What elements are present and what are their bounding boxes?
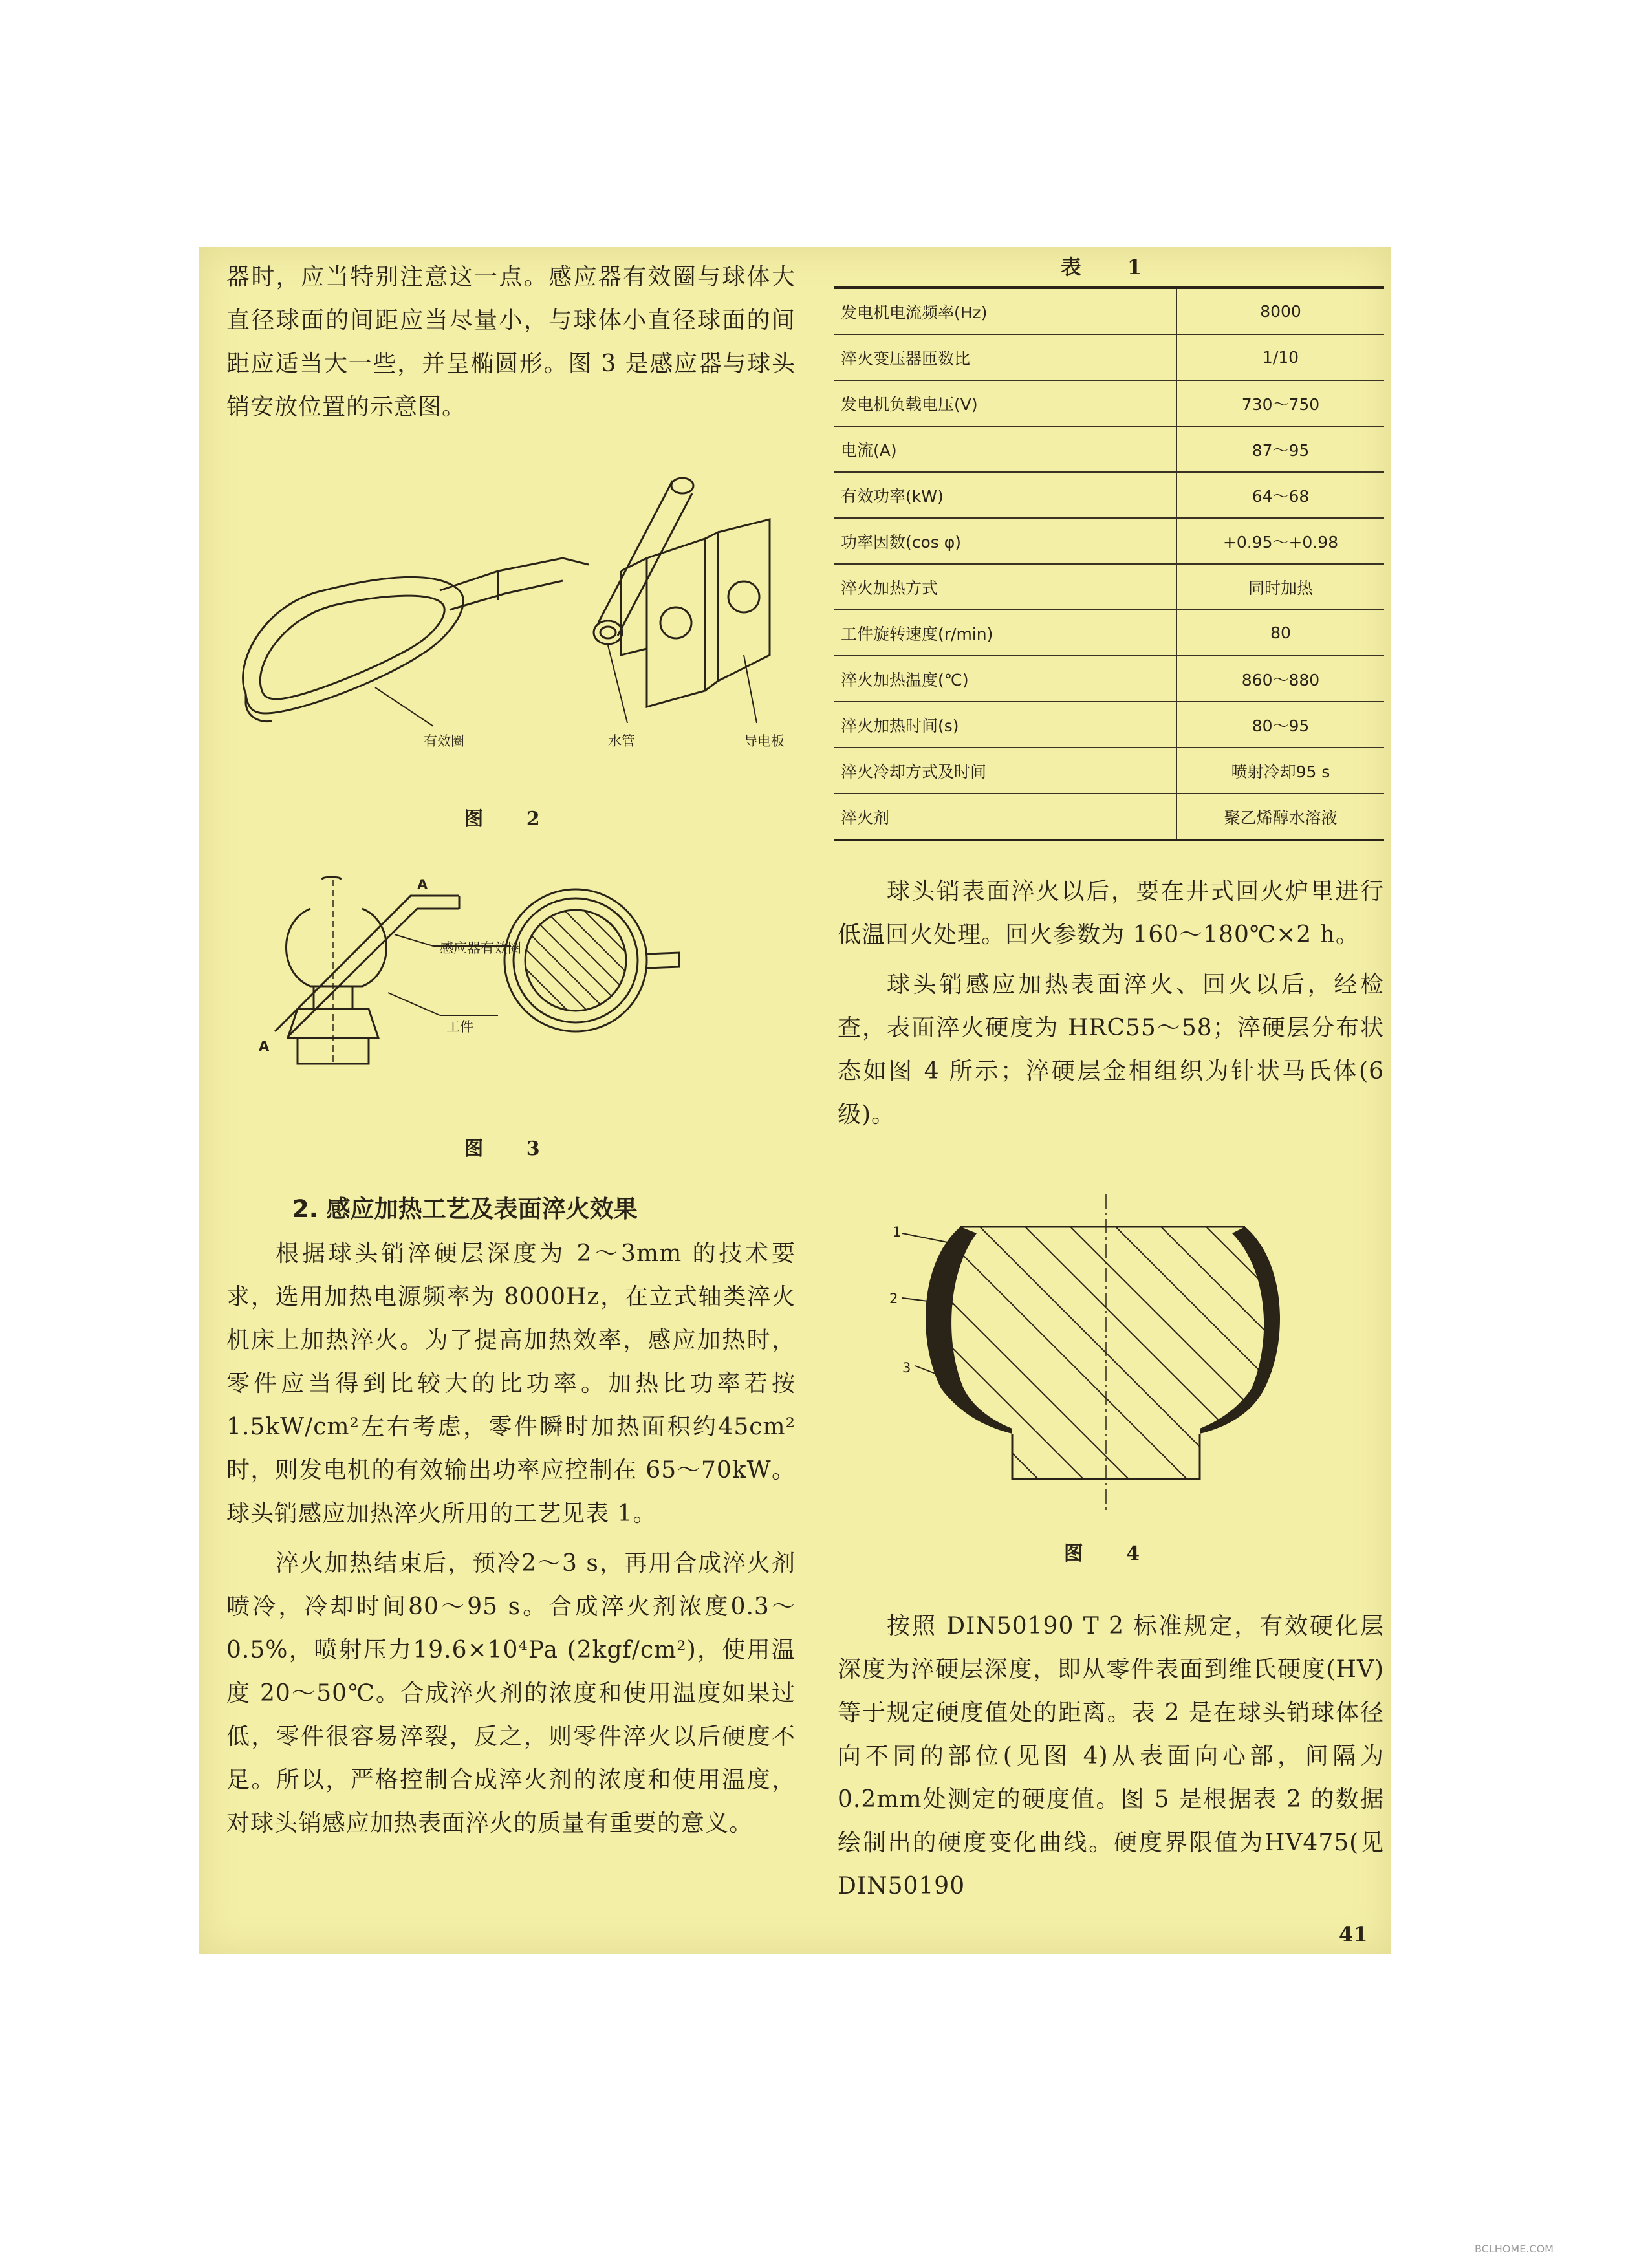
table-row (834, 564, 1384, 610)
figure-2-caption: 图 2 (464, 808, 558, 830)
figure-4-drawing (838, 1188, 1384, 1524)
right-paragraph-2: 球头销感应加热表面淬火、回火以后，经检查，表面淬火硬度为 HRC55～58；淬硬层分布状态如图 4 所示；淬硬层金相组织为针状马氏体(6级)。 (838, 971, 1384, 1128)
table-cell-value: 860～880 (1176, 656, 1384, 702)
table-row (834, 472, 1384, 518)
figure-4 (838, 1188, 1384, 1524)
figure-3 (226, 870, 796, 1109)
table-1 (834, 286, 1384, 841)
page-number: 41 (1339, 1922, 1368, 1947)
table-row (834, 518, 1384, 564)
table-cell-param: 淬火加热方式 (834, 564, 1176, 610)
table-cell-param: 淬火加热温度(℃) (834, 656, 1176, 702)
table-cell-param: 淬火剂 (834, 794, 1176, 840)
table-cell-value: 8000 (1176, 288, 1384, 334)
figure-3-drawing (226, 870, 796, 1109)
table-cell-value: 64～68 (1176, 472, 1384, 518)
table-cell-param: 淬火冷却方式及时间 (834, 748, 1176, 794)
table-row (834, 748, 1384, 794)
table-cell-value: 730～750 (1176, 380, 1384, 426)
figure-3-caption: 图 3 (464, 1138, 558, 1160)
table-cell-value: 同时加热 (1176, 564, 1384, 610)
table-cell-value: 80 (1176, 610, 1384, 656)
table-cell-param: 淬火加热时间(s) (834, 702, 1176, 748)
section-heading: 2. 感应加热工艺及表面淬火效果 (292, 1195, 638, 1223)
table-cell-param: 电流(A) (834, 426, 1176, 472)
table-row (834, 288, 1384, 334)
table-cell-value: 聚乙烯醇水溶液 (1176, 794, 1384, 840)
table-cell-param: 淬火变压器匝数比 (834, 334, 1176, 380)
left-column (226, 255, 796, 1845)
table-cell-value: +0.95～+0.98 (1176, 518, 1384, 564)
figure-4-caption: 图 4 (1063, 1542, 1158, 1565)
figure-4-label-3: 3 (902, 1360, 911, 1376)
figure-2-label-pipe: 水管 (608, 733, 635, 749)
table-cell-param: 有效功率(kW) (834, 472, 1176, 518)
figure-4-label-1: 1 (893, 1224, 902, 1240)
table-row (834, 610, 1384, 656)
table-cell-param: 发电机负载电压(V) (834, 380, 1176, 426)
figure-4-label-2: 2 (889, 1291, 898, 1306)
table-cell-param: 工件旋转速度(r/min) (834, 610, 1176, 656)
table-cell-value: 87～95 (1176, 426, 1384, 472)
table-row (834, 794, 1384, 840)
right-column (838, 870, 1384, 1908)
table-cell-value: 喷射冷却95 s (1176, 748, 1384, 794)
table-row (834, 380, 1384, 426)
table-1-title: 表 1 (1060, 255, 1162, 279)
figure-3-label-workpiece: 工件 (446, 1019, 473, 1035)
figure-3-label-a-top: A (417, 877, 428, 892)
table-cell-value: 80～95 (1176, 702, 1384, 748)
figure-3-label-a-bottom: A (259, 1039, 270, 1054)
figure-2-label-coil: 有效圈 (424, 733, 464, 749)
watermark: BCLHOME.COM (1475, 2243, 1554, 2255)
table-row (834, 656, 1384, 702)
table-row (834, 702, 1384, 748)
right-paragraph-1: 球头销表面淬火以后，要在井式回火炉里进行低温回火处理。回火参数为 160～180℃×2 h。 (838, 878, 1384, 948)
left-paragraph-1: 器时，应当特别注意这一点。感应器有效圈与球体大直径球面的间距应当尽量小，与球体小直径球面的间距应适当大一些，并呈椭圆形。图 3 是感应器与球头销安放位置的示意图。 (226, 264, 796, 420)
table-cell-value: 1/10 (1176, 334, 1384, 380)
table-cell-param: 发电机电流频率(Hz) (834, 288, 1176, 334)
left-paragraph-2: 根据球头销淬硬层深度为 2～3mm 的技术要求，选用加热电源频率为 8000Hz，在立式轴类淬火机床上加热淬火。为了提高加热效率，感应加热时，零件应当得到比较大的比功率。加热比功率若按1.5kW/cm²左右考虑，零件瞬时加热面积约45cm²时，则发电机的有效输出功率应控制在 65～70kW。球头销感应加热淬火所用的工艺见表 1。 (226, 1240, 796, 1527)
figure-2-label-plate: 导电板 (744, 733, 785, 749)
left-paragraph-3: 淬火加热结束后，预冷2～3 s，再用合成淬火剂喷冷，冷却时间80～95 s。合成淬火剂浓度0.3～0.5%，喷射压力19.6×10⁴Pa (2kgf/cm²)，使用温度 20～50℃。合成淬火剂的浓度和使用温度如果过低，零件很容易淬裂，反之，则零件淬火以后硬度不足。所以，严格控制合成淬火剂的浓度和使用温度，对球头销感应加热表面淬火的质量有重要的意义。 (226, 1550, 796, 1837)
table-row (834, 334, 1384, 380)
table-row (834, 426, 1384, 472)
figure-2-drawing (226, 442, 796, 791)
figure-2 (226, 442, 796, 791)
table-cell-param: 功率因数(cos φ) (834, 518, 1176, 564)
right-paragraph-3: 按照 DIN50190 T 2 标准规定，有效硬化层深度为淬硬层深度，即从零件表面到维氏硬度(HV)等于规定硬度值处的距离。表 2 是在球头销球体径向不同的部位(见图 4)从表面向心部，间隔为0.2mm处测定的硬度值。图 5 是根据表 2 的数据绘制出的硬度变化曲线。硬度界限值为HV475(见DIN50190 (838, 1613, 1384, 1899)
figure-3-label-inductor: 感应器有效圈 (440, 940, 521, 956)
